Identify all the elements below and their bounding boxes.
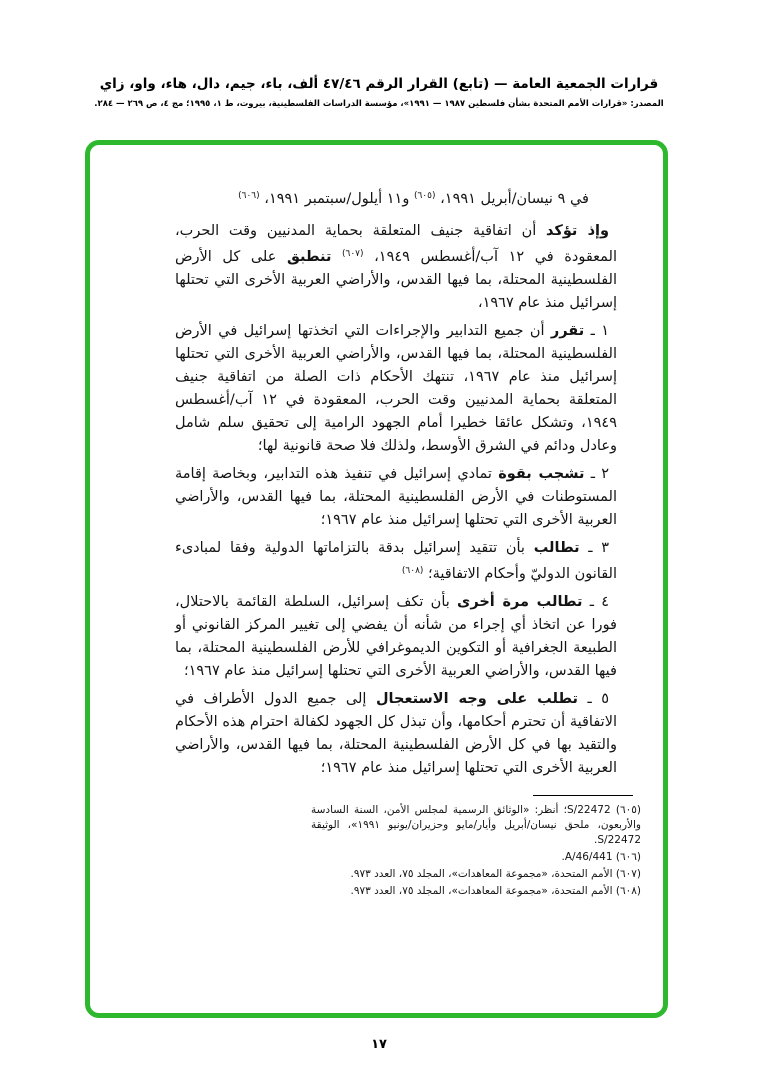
preamble-lead: وإذ تؤكد	[546, 223, 609, 239]
paragraph-text: أن جميع التدابير والإجراءات التي اتخذتها إسرائيل في الأرض الفلسطينية المحتلة، بما فيها القدس، والأراضي العربية الأخرى التي تحتلها إسرائيل منذ عام ١٩٦٧، تنتهك الأحكام ذات الصلة من اتفاقية جنيف المتعلقة بحماية المدنيين وقت الحرب، المعقودة في ١٢ آب/أغسطس ١٩٤٩، وتشكل عائقا خطيرا أمام الجهود الرامية إلى تحقيق سلم شامل وعادل ودائم في الشرق الأوسط، ولذلك فلا صحة قانونية لها؛	[175, 323, 617, 454]
footnote-607	[311, 867, 641, 882]
paragraph-text: تمادي إسرائيل في تنفيذ هذه التدابير، وبخاصة إقامة المستوطنات في الأرض الفلسطينية المحتلة، بما فيها القدس، والأراضي العربية الأخرى التي تحتلها إسرائيل منذ عام ١٩٦٧؛	[175, 466, 617, 528]
footnote-text: الأمم المتحدة، «مجموعة المعاهدات»، المجلد ٧٥، العدد ٩٧٣.	[350, 868, 613, 880]
date-line-part2: و١١ أيلول/سبتمبر ١٩٩١،	[264, 191, 410, 207]
footnote-number: (٦٠٧)	[615, 868, 641, 880]
page-header	[0, 0, 758, 109]
paragraph-text: بأن تكف إسرائيل، السلطة القائمة بالاحتلال، فورا عن اتخاذ أي إجراء من شأنه أن يفضي إلى تغيير المركز القانوني أو الطبيعة الجغرافية أو التكوين الديموغرافي للأرض الفلسطينية المحتلة، بما فيها القدس، والأراضي العربية الأخرى التي تحتلها إسرائيل منذ عام ١٩٦٧؛	[175, 594, 617, 679]
preamble-text1: أن اتفاقية جنيف المتعلقة بحماية المدنيين وقت الحرب، المعقودة في ١٢ آب/أغسطس ١٩٤٩،	[175, 223, 617, 265]
footnote-number: (٦٠٥)	[615, 804, 642, 816]
paragraph-lead: تطلب على وجه الاستعجال	[375, 691, 578, 707]
operative-paragraph-1	[175, 320, 617, 458]
paragraph-number: ١ ـ	[590, 323, 610, 339]
header-title: قرارات الجمعية العامة — (تابع) القرار الرقم ٤٧/٤٦ ألف، باء، جيم، دال، هاء، واو، زاي	[99, 76, 659, 92]
date-line-part1: في ٩ نيسان/أبريل ١٩٩١،	[440, 191, 589, 207]
preamble-verb: تنطبق	[286, 249, 332, 265]
footnote-605	[311, 803, 641, 848]
footnote-text: S/22472؛ أنظر: «الوثائق الرسمية لمجلس الأمن، السنة السادسة والأربعون، ملحق نيسان/أبريل وأيار/مايو وحزيران/يونيو ١٩٩١»، الوثيقة S/22472.	[311, 804, 641, 846]
operative-paragraph-3	[175, 537, 617, 586]
footnote-ref-605: (٦٠٥)	[413, 191, 436, 201]
paragraph-number: ٤ ـ	[589, 594, 610, 610]
paragraph-number: ٥ ـ	[587, 691, 610, 707]
paragraph-lead: تقرر	[550, 323, 585, 339]
footnote-text: A/46/441.	[561, 851, 613, 863]
footnote-606	[311, 850, 641, 865]
paragraph-lead: تطالب مرة أخرى	[457, 594, 583, 610]
paragraph-text: إلى جميع الدول الأطراف في الاتفاقية أن تحترم أحكامها، وأن تبذل كل الجهود لكفالة احترام هذه الأحكام والتقيد بها في كل الأرض الفلسطينية المحتلة، بما فيها القدس، والأراضي العربية الأخرى التي تحتلها إسرائيل منذ عام ١٩٦٧؛	[175, 691, 617, 776]
footnote-number: (٦٠٨)	[615, 885, 641, 897]
paragraph-lead: تطالب	[533, 540, 580, 556]
footnote-text: الأمم المتحدة، «مجموعة المعاهدات»، المجلد ٧٥، العدد ٩٧٣.	[350, 885, 613, 897]
footnotes	[311, 803, 641, 899]
paragraph-lead: تشجب بقوة	[498, 466, 585, 482]
paragraph-number: ٢ ـ	[590, 466, 609, 482]
page-number: ١٧	[371, 1037, 387, 1052]
footnote-separator	[533, 795, 633, 796]
operative-paragraph-5	[175, 688, 617, 780]
date-line	[175, 185, 617, 211]
footnote-ref-607: (٦٠٧)	[341, 249, 364, 259]
resolution-frame	[85, 140, 668, 1018]
footnote-ref-606: (٦٠٦)	[238, 191, 260, 201]
footnote-number: (٦٠٦)	[615, 851, 641, 863]
paragraph-number: ٣ ـ	[588, 540, 610, 556]
preamble-text2: على كل الأرض الفلسطينية المحتلة، بما فيها القدس، والأراضي العربية الأخرى التي تحتلها إسرائيل منذ عام ١٩٦٧،	[175, 249, 617, 311]
paragraph-text: بأن تتقيد إسرائيل بدقة بالتزاماتها الدولية وفقا لمبادىء القانون الدوليّ وأحكام الاتفاقية؛	[175, 540, 617, 582]
preamble-paragraph	[175, 220, 617, 315]
source-line: المصدر: «قرارات الأمم المتحدة بشأن فلسطين ١٩٨٧ — ١٩٩١»، مؤسسة الدراسات الفلسطينية، بيروت، ط ١، ١٩٩٥؛ مج ٤، ص ٢٦٩ — ٢٨٤.	[94, 99, 664, 109]
operative-paragraph-4	[175, 591, 617, 683]
footnote-ref-608: (٦٠٨)	[401, 566, 424, 576]
footnote-608	[311, 884, 641, 899]
operative-paragraph-2	[175, 463, 617, 532]
resolution-text	[175, 185, 617, 780]
